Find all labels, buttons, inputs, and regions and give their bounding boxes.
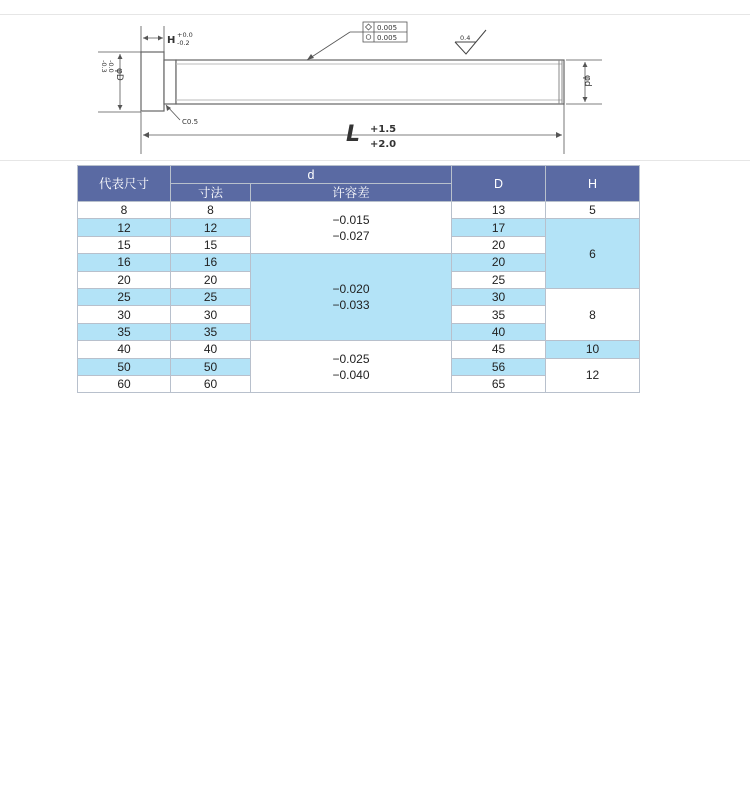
size-cell: 15 bbox=[171, 236, 251, 253]
head-diameter-tol-lower: -0.3 bbox=[100, 60, 108, 73]
H-cell: 12 bbox=[546, 358, 640, 393]
section-divider bbox=[0, 160, 750, 161]
D-cell: 13 bbox=[452, 202, 546, 219]
H-cell: 5 bbox=[546, 202, 640, 219]
flatness-value: 0.005 bbox=[377, 24, 398, 32]
D-cell: 45 bbox=[452, 341, 546, 358]
D-cell: 20 bbox=[452, 236, 546, 253]
spec-table bbox=[77, 165, 640, 393]
D-cell: 35 bbox=[452, 306, 546, 323]
code-cell: 35 bbox=[78, 323, 171, 340]
tolerance-cell bbox=[251, 202, 452, 254]
tolerance-lower: −0.033 bbox=[332, 298, 370, 313]
tolerance-upper: −0.015 bbox=[332, 212, 370, 227]
size-cell: 50 bbox=[171, 358, 251, 375]
H-cell: 6 bbox=[546, 219, 640, 289]
header-H: H bbox=[546, 166, 640, 202]
size-cell: 20 bbox=[171, 271, 251, 288]
D-cell: 17 bbox=[452, 219, 546, 236]
H-cell: 10 bbox=[546, 341, 640, 358]
size-cell: 40 bbox=[171, 341, 251, 358]
tolerance-upper: −0.020 bbox=[332, 282, 370, 297]
size-cell: 60 bbox=[171, 375, 251, 392]
size-cell: 30 bbox=[171, 306, 251, 323]
head-height-tol-upper: +0.0 bbox=[177, 31, 193, 39]
pin-shank-outline bbox=[176, 60, 564, 104]
chamfer-label: C0.5 bbox=[182, 118, 199, 126]
head-height-label: H bbox=[167, 35, 176, 46]
size-cell: 12 bbox=[171, 219, 251, 236]
concentricity-value: 0.005 bbox=[377, 34, 398, 42]
D-cell: 56 bbox=[452, 358, 546, 375]
H-cell: 8 bbox=[546, 288, 640, 340]
code-cell: 16 bbox=[78, 254, 171, 271]
size-cell: 8 bbox=[171, 202, 251, 219]
code-cell: 20 bbox=[78, 271, 171, 288]
header-code: 代表尺寸 bbox=[78, 166, 171, 202]
code-cell: 25 bbox=[78, 288, 171, 305]
pin-head-outline bbox=[141, 52, 164, 111]
length-label: L bbox=[346, 122, 361, 147]
length-tol-lower: +2.0 bbox=[370, 139, 397, 150]
shank-diameter-label: φd bbox=[582, 75, 592, 87]
code-cell: 15 bbox=[78, 236, 171, 253]
D-cell: 40 bbox=[452, 323, 546, 340]
header-size: 寸法 bbox=[171, 184, 251, 202]
code-cell: 8 bbox=[78, 202, 171, 219]
size-cell: 35 bbox=[171, 323, 251, 340]
header-tolerance: 许容差 bbox=[251, 184, 452, 202]
tolerance-lower: −0.040 bbox=[332, 367, 370, 382]
tolerance-cell bbox=[251, 341, 452, 393]
size-cell: 16 bbox=[171, 254, 251, 271]
code-cell: 40 bbox=[78, 341, 171, 358]
code-cell: 30 bbox=[78, 306, 171, 323]
code-cell: 12 bbox=[78, 219, 171, 236]
tolerance-cell bbox=[251, 254, 452, 341]
length-tol-upper: +1.5 bbox=[370, 124, 397, 135]
roughness-value: 0.4 bbox=[460, 34, 471, 42]
head-height-tol-lower: -0.2 bbox=[177, 39, 190, 47]
header-D: D bbox=[452, 166, 546, 202]
code-cell: 50 bbox=[78, 358, 171, 375]
pin-neck-outline bbox=[164, 60, 176, 104]
header-d: d bbox=[171, 166, 452, 184]
tolerance-upper: −0.025 bbox=[332, 351, 370, 366]
size-cell: 25 bbox=[171, 288, 251, 305]
D-cell: 30 bbox=[452, 288, 546, 305]
code-cell: 60 bbox=[78, 375, 171, 392]
head-diameter-tol-upper: -0.0 bbox=[107, 60, 115, 73]
head-diameter-label: φD bbox=[114, 68, 124, 81]
D-cell: 65 bbox=[452, 375, 546, 392]
D-cell: 25 bbox=[452, 271, 546, 288]
D-cell: 20 bbox=[452, 254, 546, 271]
ejector-pin-drawing bbox=[0, 16, 750, 158]
tolerance-lower: −0.027 bbox=[332, 228, 370, 243]
top-divider bbox=[0, 14, 750, 15]
